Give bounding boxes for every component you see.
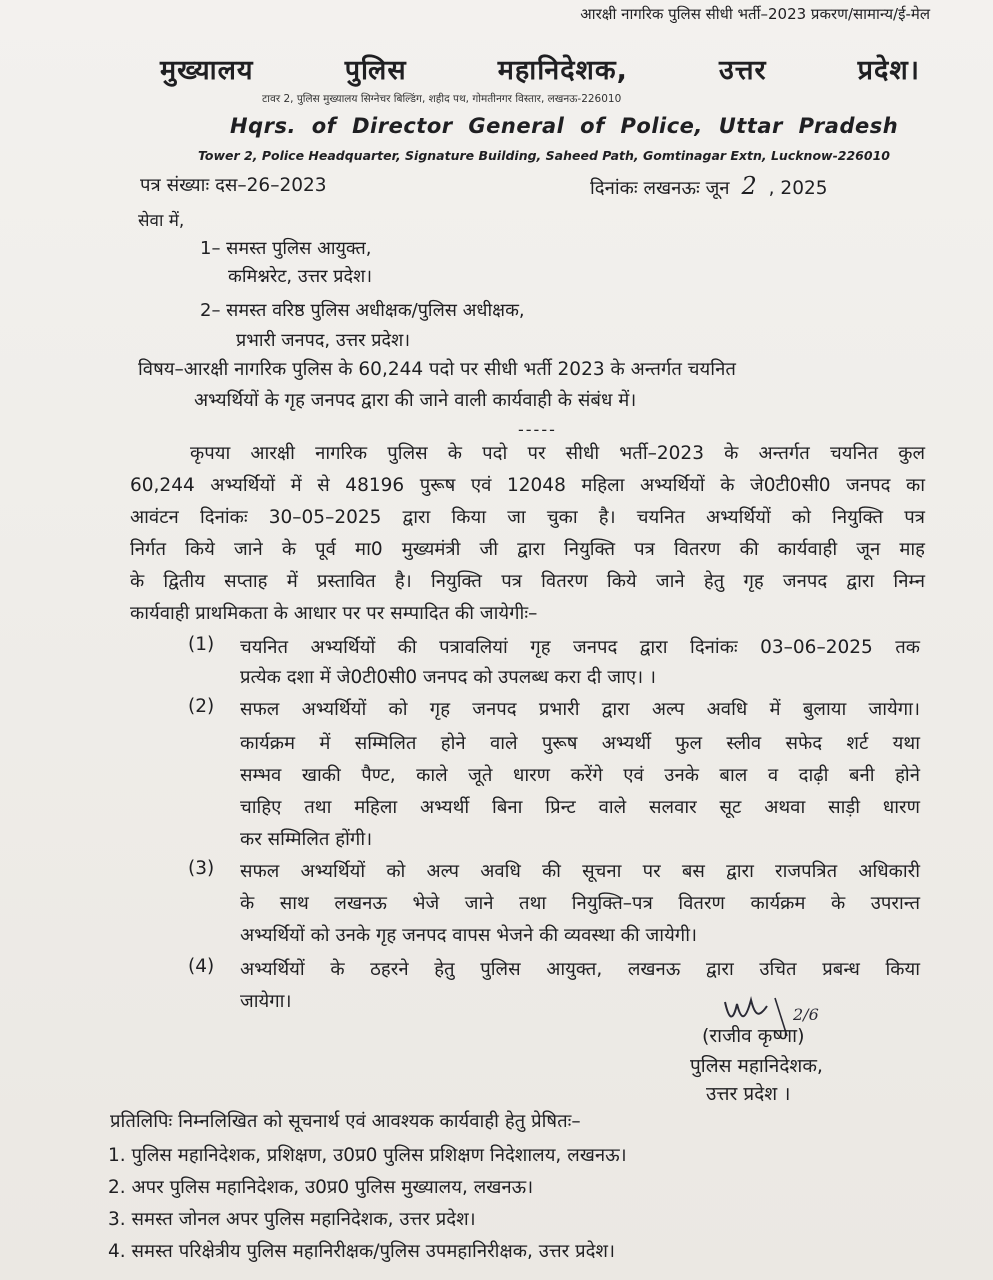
item-line: प्रत्येक दशा में जे0टी0सी0 जनपद को उपलब्ध करा दी जाए। ।: [240, 667, 656, 688]
signatory-state: उत्तर प्रदेश ।: [706, 1083, 791, 1105]
subject-tag: आरक्षी नागरिक पुलिस सीधी भर्ती–2023 प्रकरण/सामान्य/ई-मेल: [580, 5, 930, 23]
body-line: कार्यवाही प्राथमिकता के आधार पर पर सम्पादित की जायेगीः–: [130, 603, 538, 624]
item-line: चयनित अभ्यर्थियों की पत्रावलियां गृह जनपद द्वारा दिनांकः 03–06–2025 तक: [240, 637, 920, 658]
body-line: कृपया आरक्षी नागरिक पुलिस के पदो पर सीधी भर्ती–2023 के अन्तर्गत चयनित कुल: [190, 443, 925, 464]
hq-title-hindi: [160, 50, 920, 87]
addressee-line: प्रभारी जनपद, उत्तर प्रदेश।: [236, 330, 411, 351]
item-number: (4): [188, 956, 215, 977]
hq-word: उत्तर: [719, 55, 767, 86]
item-line: अभ्यर्थियों को उनके गृह जनपद वापस भेजने की व्यवस्था की जायेगी।: [240, 925, 698, 946]
body-line: निर्गत किये जाने के पूर्व मा0 मुख्यमंत्री जी द्वारा नियुक्ति पत्र वितरण की कार्यवाही जून माह: [130, 539, 925, 560]
item-number: (3): [188, 858, 215, 879]
copy-item: 2. अपर पुलिस महानिदेशक, उ0प्र0 पुलिस मुख्यालय, लखनऊ।: [108, 1177, 534, 1198]
hq-address-hindi: टावर 2, पुलिस मुख्यालय सिग्नेचर बिल्डिंग, शहीद पथ, गोमतीनगर विस्तार, लखनऊ-226010: [262, 93, 622, 105]
signatory-name: (राजीव कृष्णा): [702, 1025, 805, 1047]
date-day-handwritten: 2: [741, 172, 757, 200]
hq-word: महानिदेशक,: [497, 55, 628, 86]
letter-date: [590, 172, 828, 200]
addressee-line: कमिश्नरेट, उत्तर प्रदेश।: [228, 266, 373, 287]
separator: -----: [518, 420, 557, 439]
addressee-line: 1– समस्त पुलिस आयुक्त,: [200, 238, 372, 259]
copy-heading: प्रतिलिपिः निम्नलिखित को सूचनार्थ एवं आवश्यक कार्यवाही हेतु प्रेषितः–: [110, 1111, 581, 1132]
item-line: सफल अभ्यर्थियों को गृह जनपद प्रभारी द्वारा अल्प अवधि में बुलाया जायेगा।: [240, 699, 920, 720]
signatory-designation: पुलिस महानिदेशक,: [690, 1055, 823, 1077]
item-line: सम्भव खाकी पैण्ट, काले जूते धारण करेंगे एवं उनके बाल व दाढ़ी बनी होने: [240, 765, 920, 786]
copy-item: 3. समस्त जोनल अपर पुलिस महानिदेशक, उत्तर प्रदेश।: [108, 1209, 476, 1230]
body-line: आवंटन दिनांकः 30–05–2025 द्वारा किया जा चुका है। चयनित अभ्यर्थियों को नियुक्ति पत्र: [130, 507, 925, 528]
body-line: 60,244 अभ्यर्थियों में से 48196 पुरूष एवं 12048 महिला अभ्यर्थियों के जे0टी0सी0 जनपद का: [130, 475, 925, 496]
date-prefix: दिनांकः लखनऊः जून: [590, 178, 730, 199]
hq-title-english: Hqrs. of Director General of Police, Uttar Pradesh: [230, 114, 899, 138]
subject-line-2: अभ्यर्थियों के गृह जनपद द्वारा की जाने वाली कार्यवाही के संबंध में।: [194, 390, 637, 411]
item-line: अभ्यर्थियों के ठहरने हेतु पुलिस आयुक्त, लखनऊ द्वारा उचित प्रबन्ध किया: [240, 959, 920, 980]
date-year: , 2025: [768, 178, 828, 199]
subject: [138, 354, 928, 416]
hq-address-english: Tower 2, Police Headquarter, Signature Building, Saheed Path, Gomtinagar Extn, Lucknow-226010: [198, 148, 890, 163]
letter-ref-number: पत्र संख्याः दस–26–2023: [140, 175, 327, 196]
signature-date: 2/6: [793, 1005, 819, 1024]
item-line: चाहिए तथा महिला अभ्यर्थी बिना प्रिन्ट वाले सलवार सूट अथवा साड़ी धारण: [240, 797, 920, 818]
item-number: (2): [188, 696, 215, 717]
subject-line-1: विषय–आरक्षी नागरिक पुलिस के 60,244 पदो पर सीधी भर्ती 2023 के अन्तर्गत चयनित: [138, 359, 736, 380]
hq-word: प्रदेश।: [857, 55, 920, 86]
item-line: कर सम्मिलित होंगी।: [240, 829, 373, 850]
body-line: के द्वितीय सप्ताह में प्रस्तावित है। नियुक्ति पत्र वितरण किये जाने हेतु गृह जनपद द्वारा निम्न: [130, 571, 925, 592]
copy-item: 4. समस्त परिक्षेत्रीय पुलिस महानिरीक्षक/पुलिस उपमहानिरीक्षक, उत्तर प्रदेश।: [108, 1241, 616, 1262]
item-line: कार्यक्रम में सम्मिलित होने वाले पुरूष अभ्यर्थी फुल स्लीव सफेद शर्ट यथा: [240, 733, 920, 754]
item-line: जायेगा।: [240, 991, 292, 1012]
addressee-line: 2– समस्त वरिष्ठ पुलिस अधीक्षक/पुलिस अधीक्षक,: [200, 300, 525, 321]
item-number: (1): [188, 634, 215, 655]
hq-word: मुख्यालय: [160, 55, 254, 86]
item-line: के साथ लखनऊ भेजे जाने तथा नियुक्ति–पत्र वितरण कार्यक्रम के उपरान्त: [240, 893, 920, 914]
hq-word: पुलिस: [344, 55, 407, 86]
copy-item: 1. पुलिस महानिदेशक, प्रशिक्षण, उ0प्र0 पुलिस प्रशिक्षण निदेशालय, लखनऊ।: [108, 1145, 627, 1166]
to-label: सेवा में,: [138, 211, 185, 231]
item-line: सफल अभ्यर्थियों को अल्प अवधि की सूचना पर बस द्वारा राजपत्रित अधिकारी: [240, 861, 920, 882]
